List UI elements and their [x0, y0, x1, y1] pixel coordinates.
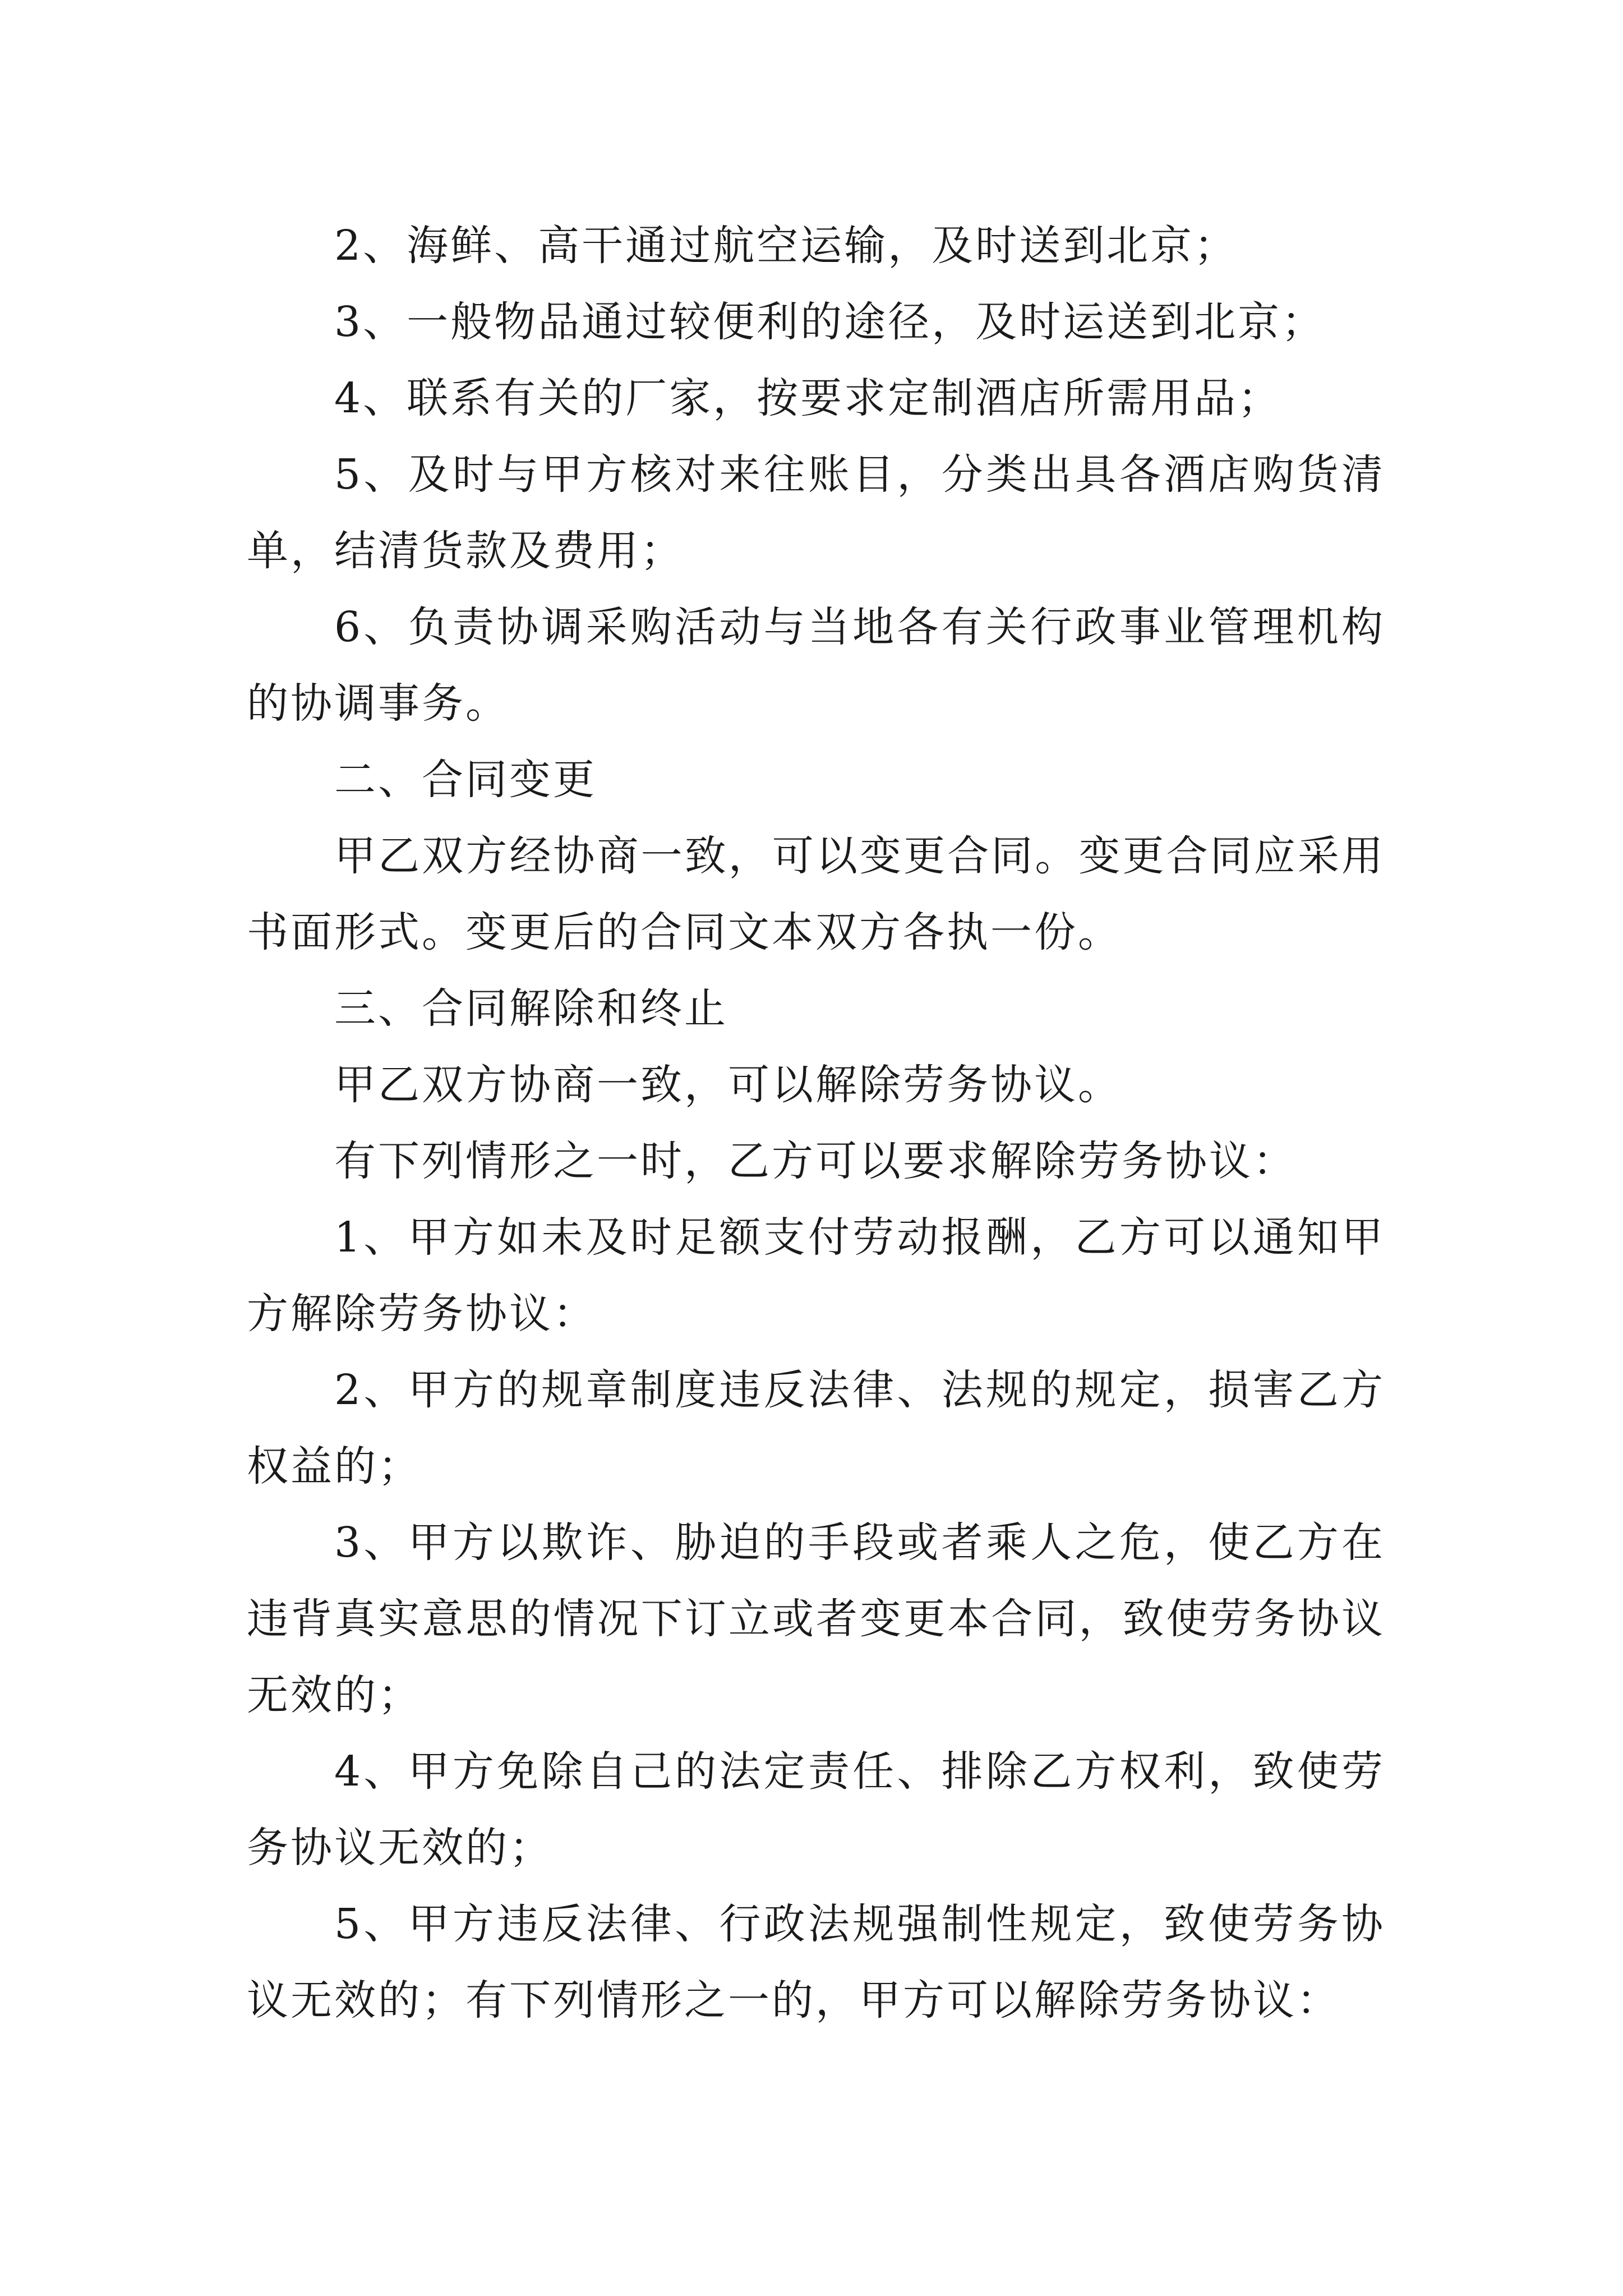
termination-clause-2: 2、甲方的规章制度违反法律、法规的规定，损害乙方权益的； — [247, 1366, 1385, 1490]
paragraph-item-3: 3、一般物品通过较便利的途径，及时运送到北京； — [334, 298, 1326, 346]
paragraph-item-5: 5、及时与甲方核对来往账目，分类出具各酒店购货清单，结清货款及费用； — [247, 450, 1385, 575]
paragraph-item-2: 2、海鲜、高干通过航空运输，及时送到北京； — [334, 222, 1238, 270]
paragraph-item-6: 6、负责协调采购活动与当地各有关行政事业管理机构的协调事务。 — [247, 603, 1385, 728]
termination-clause-5: 5、甲方违反法律、行政法规强制性规定，致使劳务协议无效的；有下列情形之一的，甲方可以解除劳务协议： — [247, 1900, 1385, 2024]
document-body — [247, 208, 1385, 2039]
termination-clause-1: 1、甲方如未及时足额支付劳动报酬，乙方可以通知甲方解除劳务协议： — [247, 1213, 1385, 1338]
section-heading-contract-termination: 三、合同解除和终止 — [334, 984, 728, 1033]
paragraph-party-b-termination-intro: 有下列情形之一时，乙方可以要求解除劳务协议： — [334, 1137, 1297, 1185]
paragraph-contract-change: 甲乙双方经协商一致，可以变更合同。变更合同应采用书面形式。变更后的合同文本双方各执一份。 — [247, 832, 1385, 956]
termination-clause-4: 4、甲方免除自己的法定责任、排除乙方权利，致使劳务协议无效的； — [247, 1747, 1385, 1872]
paragraph-item-4: 4、联系有关的厂家，按要求定制酒店所需用品； — [334, 374, 1282, 422]
paragraph-mutual-termination: 甲乙双方协商一致，可以解除劳务协议。 — [334, 1061, 1122, 1109]
termination-clause-3: 3、甲方以欺诈、胁迫的手段或者乘人之危，使乙方在违背真实意思的情况下订立或者变更本合同，致使劳务协议无效的； — [247, 1519, 1385, 1719]
section-heading-contract-change: 二、合同变更 — [334, 756, 597, 804]
